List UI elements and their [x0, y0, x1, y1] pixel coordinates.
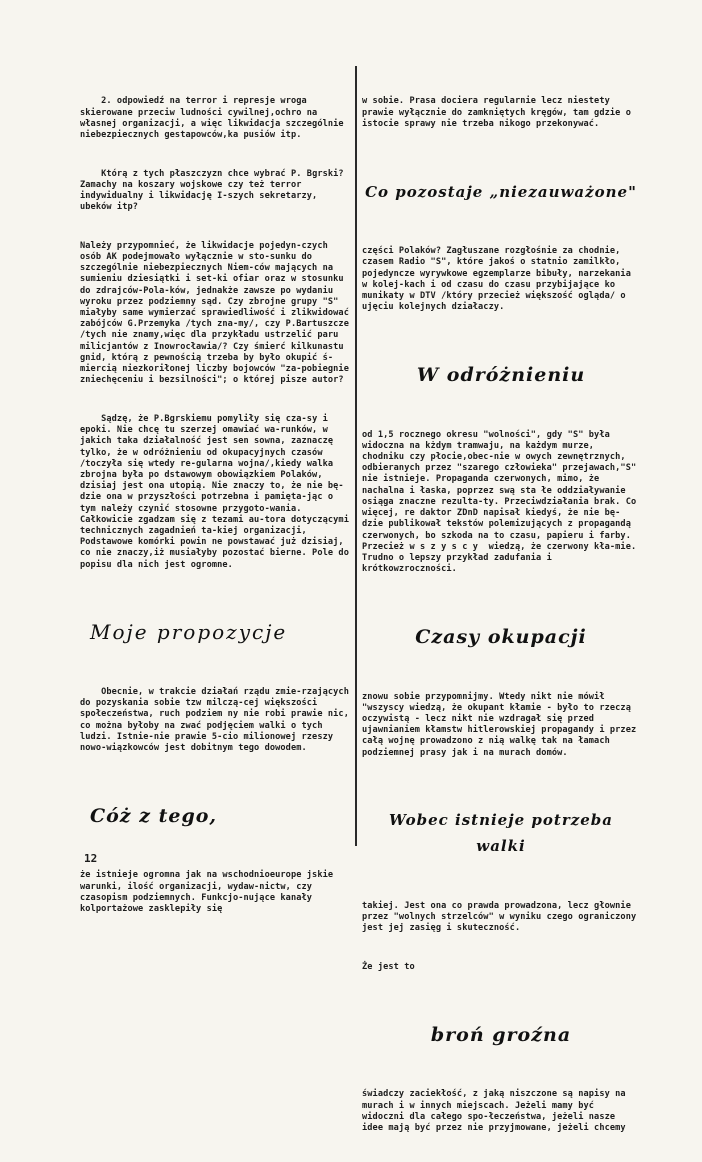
section-heading: Czasy okupacji	[415, 625, 587, 648]
paragraph: że istnieje ogromna jak na wschodnioeurope jskie warunki, ilość organizacji, wydaw-nictw, czy czasopism podziemnych. Funkcjo-nujące kanały kolportażowe zasklepiły się	[80, 870, 339, 914]
paragraph: w sobie. Prasa dociera regularnie lecz niestety prawie wyłącznie do zamkniętych kręgów, tam gdzie o istocie sprawy nie trzeba nikogo przekonywać.	[362, 96, 637, 129]
left-column	[80, 74, 355, 943]
right-column	[362, 74, 640, 1162]
section-heading: Co pozostaje „niezauważone"	[365, 182, 637, 201]
paragraph: od 1,5 rocznego okresu "wolności", gdy "S" była widoczna na kżdym tramwaju, na każdym murze, chodniku czy płocie,obec-nie w owych zewnętrznych, odbieranych przez "szarego człowieka" przejawach,"S" nie istnieje. Propaganda czerwonych, mimo, że nachalna i łaska, poprzez swą sta łe oddziaływanie osiąga znaczne rezulta-ty. Przeciwdziałania brak. Co więcej, re daktor ZDnD napisał kiedyś, że nie bę-dzie publikował tekstów polemizujących z propagandą czerwonych, bo szkoda na to czasu, papieru i farby. Przecież w s z y s c y wiedzą, że czerwony kła-mie. Trudno o lepszy przykład zadufania i krótkowzroczności.	[362, 429, 642, 575]
paragraph: Że jest to	[362, 961, 415, 972]
paragraph: znowu sobie przypomnijmy. Wtedy nikt nie mówił "wszyscy wiedzą, że okupant kłamie - było to rzeczą oczywistą - lecz nikt nie wzdragał się przed ujawnianiem kłamstw hitlerowskiej propagandy i przez całą wojnę prowadzono z nią walkę tak na łamach podziemnej prasy jak i na murach domów.	[362, 691, 642, 758]
section-heading: broń groźna	[430, 1023, 572, 1046]
column-divider	[355, 66, 357, 846]
section-heading: W odróżnieniu	[416, 364, 586, 387]
section-heading: Cóż z tego,	[90, 804, 218, 827]
section-heading: Moje propozycje	[90, 620, 288, 645]
paragraph: części Polaków? Zagłuszane rozgłośnie za chodnie, czasem Radio "S", które jakoś o statnio zamilkło, pojedyncze wyrywkowe egzemplarze bibuły, narzekania w kolej-kach i od czasu do czasu przybijające ko munikaty w DTV /który przecież większość ogląda/ o ujęciu kolejnych działaczy.	[362, 246, 637, 313]
paragraph: świadczy zaciekłość, z jaką niszczone są napisy na murach i w innych miejscach. Jeżeli mamy być widoczni dla całego spo-łeczeństwa, jeżeli nasze idee mają być przez nie przyjmowane, jeżeli chcemy	[362, 1089, 631, 1134]
section-heading: Wobec istnieje potrzeba walki	[388, 811, 620, 856]
paragraph: Należy przypomnieć, że likwidacje pojedyn-czych osób AK podejmowało wyłącznie w sto-sunku do szczególnie niebezpiecznych Niem-ców mających na sumieniu dziesiątki i set-ki ofiar oraz w stosunku do zdrajców-Pola-ków, jednakże zawsze po wydaniu wyroku przez podziemny sąd. Czy zbrojne grupy "S" miałyby same wymierzać sprawiedliwość i zlikwidować zabójców G.Przemyka /tych zna-my/, czy P.Bartuszcze /tych nie znamy,więc dla przykładu ustrzelić paru milicjantów z Inowrocławia/? Czy śmierć kilkunastu gnid, którą z pewnością trzeba by było okupić ś-miercią niezkoriłonej liczby bojowców "za-pobiegnie zniechęceniu i bezsilności"; o której pisze autor?	[80, 240, 355, 386]
paragraph: Obecnie, w trakcie działań rządu zmie-rzających do pozyskania sobie tzw milczą-cej większości społeczeństwa, ruch podziem ny nie robi prawie nic, co można byłoby na zwać podjęciem walki o tych ludzi. Istnie-nie prawie 5-cio milionowej rzeszy nowo-wiązkowców jest dobitnym tego dowodem.	[80, 686, 355, 753]
paragraph: Którą z tych płaszczyzn chce wybrać P. Bgrski? Zamachy na koszary wojskowe czy też terror indywidualny i likwidację I-szych sekretarzy, ubeków itp?	[80, 168, 349, 213]
paragraph: 2. odpowiedź na terror i represje wroga skierowane przeciw ludności cywilnej,ochro na własnej organizacji, a więc likwidacja szczególnie niebezpiecznych gestapowców,ka pusiów itp.	[80, 96, 349, 141]
page-number: 12	[84, 852, 98, 865]
paragraph: Sądzę, że P.Bgrskiemu pomyliły się cza-sy i epoki. Nie chcę tu szerzej omawiać wa-runków, w jakich taka działalność jest sen sowna, zaznaczę tylko, że w odróżnieniu od okupacyjnych czasów /toczyła się wtedy re-gularna wojna/,kiedy walka zbrojna była po dstawowym obowiązkiem Polaków, dzisiaj jest ona utopią. Nie znaczy to, że nie bę-dzie ona w przyszłości potrzebna i pamięta-jąc o tym należy czynić stosowne przygoto-wania. Całkowicie zgadzam się z tezami au-tora dotyczącymi technicznych zagadnień ta-kiej organizacji, Podstawowe komórki powin ne powstawać już dzisiaj, co nie znaczy,iż musiałyby pozostać bierne. Pole do popisu dla nich jest ogromne.	[80, 413, 355, 570]
paragraph: takiej. Jest ona co prawda prowadzona, lecz głownie przez "wolnych strzelców" w wyniku czego ograniczony jest jej zasięg i skuteczność.	[362, 900, 642, 934]
